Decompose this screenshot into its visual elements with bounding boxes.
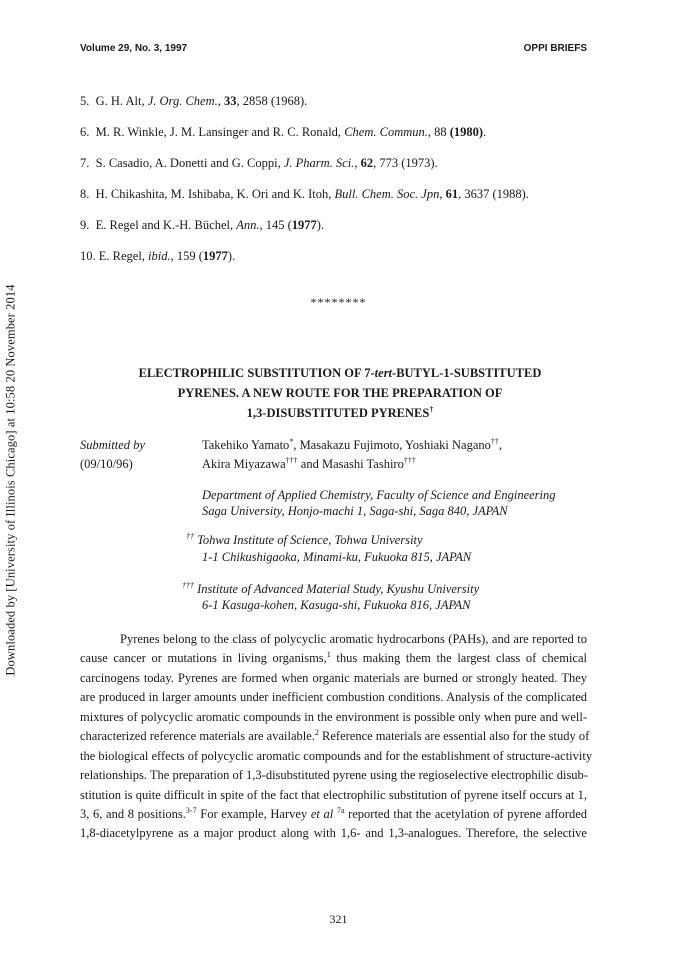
body-line-1: Pyrenes belong to the class of polycyclic aromatic hydrocarbons (PAHs), and are reported to xyxy=(120,632,587,646)
body-line-3: carcinogens today. Pyrenes are formed when organic materials are burned or strongly heated. They xyxy=(80,670,587,685)
affiliation-3-line-2: 6-1 Kasuga-kohen, Kasuga-shi, Fukuoka 816, JAPAN xyxy=(202,598,471,612)
reference-7: 7. S. Casadio, A. Donetti and G. Coppi, J. Pharm. Sci., 62, 773 (1973). xyxy=(80,156,438,170)
running-header-volume: Volume 29, No. 3, 1997 xyxy=(80,43,188,54)
dagger-mark: † xyxy=(429,404,434,414)
body-line-11: 1,8-diacetylpyrene as a major product along with 1,6- and 1,3-analogues. Therefore, the selective xyxy=(80,826,587,841)
article-title-line-1: ELECTROPHILIC SUBSTITUTION OF 7-tert-BUTYL-1-SUBSTITUTED xyxy=(138,366,542,380)
section-separator: ******** xyxy=(310,295,367,309)
submitted-date: (09/10/96) xyxy=(80,457,133,471)
download-watermark-text: Downloaded by [University of Illinois Chicago] at 10:58 20 November 2014 xyxy=(3,284,18,676)
submitted-by-label: Submitted by xyxy=(80,438,145,452)
article-title-line-3: 1,3-DISUBSTITUTED PYRENES† xyxy=(246,404,434,420)
body-line-4: are produced in larger amounts under inefficient combustion conditions. Analysis of the complicated xyxy=(80,690,587,705)
reference-8: 8. H. Chikashita, M. Ishibaba, K. Ori and K. Itoh, Bull. Chem. Soc. Jpn, 61, 3637 (1988). xyxy=(80,187,529,201)
affiliation-1-line-1: Department of Applied Chemistry, Faculty of Science and Engineering xyxy=(202,488,556,502)
page-number: 321 xyxy=(329,912,348,926)
affiliation-1-line-2: Saga University, Honjo-machi 1, Saga-shi, Saga 840, JAPAN xyxy=(202,504,508,518)
body-line-6: characterized reference materials are available.$^2$ Reference materials are essential also for the study of xyxy=(80,728,590,744)
affiliation-2-line-1: †† Tohwa Institute of Science, Tohwa University xyxy=(186,531,423,547)
download-watermark xyxy=(0,0,22,963)
running-header-journal: OPPI BRIEFS xyxy=(523,43,587,54)
body-line-9: stitution is quite difficult in spite of the fact that electrophilic substitution of pyrene itself occurs at 1, xyxy=(80,787,587,802)
body-line-5: mixtures of polycyclic aromatic compounds in the environment is possible only when pure and well- xyxy=(80,709,587,724)
reference-5: 5. G. H. Alt, J. Org. Chem., 33, 2858 (1968). xyxy=(80,94,308,108)
authors-line-2: Akira Miyazawa††† and Masashi Tashiro††† xyxy=(202,455,416,471)
reference-6: 6. M. R. Winkle, J. M. Lansinger and R. C. Ronald, Chem. Commun., 88 (1980). xyxy=(80,125,487,139)
reference-10: 10. E. Regel, ibid., 159 (1977). xyxy=(80,249,236,263)
affiliation-2-line-2: 1-1 Chikushigaoka, Minami-ku, Fukuoka 815, JAPAN xyxy=(202,550,472,564)
body-line-2: cause cancer or mutations in living organisms,$^1$ thus making them the largest class of chemical xyxy=(80,650,587,666)
body-line-7: the biological effects of polycyclic aromatic compounds and for the establishment of structure-activity xyxy=(80,748,593,763)
affiliation-3-line-1: ††† Institute of Advanced Material Study, Kyushu University xyxy=(182,580,480,596)
body-line-10: 3, 6, and 8 positions.$^{3-7}$ For example, Harvey et al $^{7a}$ reported that the acetylation of pyrene afforded xyxy=(80,805,588,821)
article-title-line-2: PYRENES. A NEW ROUTE FOR THE PREPARATION OF xyxy=(177,386,503,400)
body-paragraph xyxy=(80,630,593,844)
reference-9: 9. E. Regel and K.-H. Büchel, Ann., 145 (1977). xyxy=(80,218,325,232)
authors-line-1: Takehiko Yamato*, Masakazu Fujimoto, Yoshiaki Nagano††, xyxy=(202,436,502,452)
body-line-8: relationships. The preparation of 1,3-disubstituted pyrene using the regioselective electrophilic disub- xyxy=(80,768,588,783)
